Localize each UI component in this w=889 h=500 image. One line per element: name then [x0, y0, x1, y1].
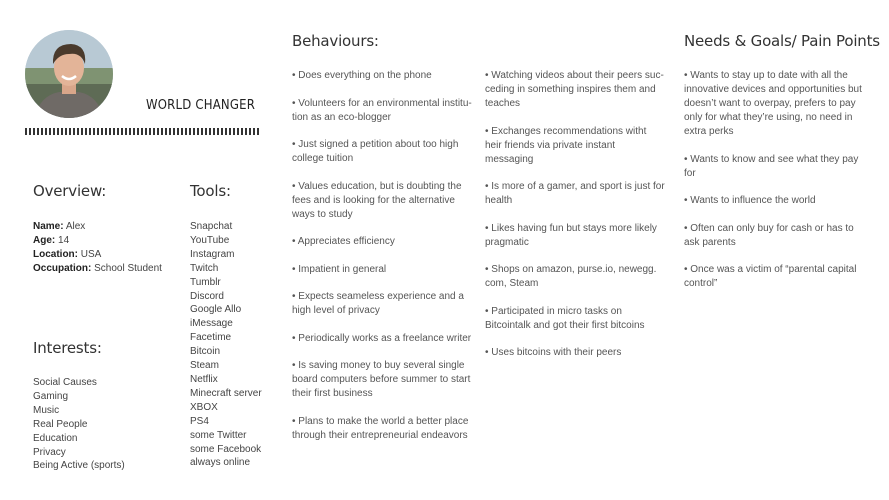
list-item: Education — [33, 432, 78, 444]
overview-fields — [33, 220, 162, 276]
list-item: • Periodically works as a freelance writer — [292, 332, 480, 346]
list-item: Privacy — [33, 446, 66, 458]
list-item: Netflix — [190, 373, 218, 385]
list-item: Steam — [190, 360, 219, 372]
list-item: Bitcoin — [190, 346, 221, 358]
list-item: • Appreciates efficiency — [292, 235, 480, 249]
behaviours-list-col1 — [292, 69, 480, 456]
interests-list — [33, 376, 125, 473]
list-item: Being Active (sports) — [33, 460, 125, 472]
avatar-portrait — [25, 30, 113, 118]
overview-location: Location: USA — [33, 249, 102, 260]
list-item: • Likes having fun but stays more likely pragmatic — [485, 222, 665, 250]
list-item: • Wants to know and see what they pay for — [684, 153, 872, 181]
overview-name: Name: Alex — [33, 221, 86, 232]
list-item: Twitch — [190, 262, 219, 274]
list-item: Instagram — [190, 248, 235, 260]
list-item: always online — [190, 457, 251, 469]
overview-age: Age: 14 — [33, 235, 70, 246]
list-item: Facetime — [190, 332, 232, 344]
list-item: • Plans to make the world a better place through their entrepreneurial endeavors — [292, 415, 480, 443]
list-item: Discord — [190, 290, 224, 302]
behaviours-list-col2 — [485, 69, 665, 374]
interests-heading: Interests: — [33, 339, 102, 357]
list-item: • Once was a victim of “parental capital control” — [684, 263, 872, 291]
list-item: • Expects seameless experience and a high level of privacy — [292, 290, 480, 318]
list-item: Minecraft server — [190, 387, 262, 399]
avatar — [25, 30, 113, 118]
list-item: • Shops on amazon, purse.io, newegg. com, Steam — [485, 263, 665, 291]
list-item: Google Allo — [190, 304, 242, 316]
list-item: • Values education, but is doubting the fees and is looking for the alternative ways to study — [292, 180, 480, 222]
list-item: Snapchat — [190, 221, 233, 232]
decorative-barcode-divider — [25, 128, 261, 135]
list-item: • Is more of a gamer, and sport is just for health — [485, 180, 665, 208]
needs-list — [684, 69, 872, 305]
tools-heading: Tools: — [190, 182, 231, 200]
list-item: • Is saving money to buy several single board computers before summer to start their first business — [292, 359, 480, 401]
list-item: • Often can only buy for cash or has to ask parents — [684, 222, 872, 250]
list-item: • Exchanges recommendations witht heir friends via private instant messaging — [485, 125, 665, 167]
list-item: Social Causes — [33, 377, 97, 388]
list-item: • Does everything on the phone — [292, 69, 480, 83]
list-item: • Impatient in general — [292, 263, 480, 277]
list-item: Tumblr — [190, 276, 221, 288]
list-item: XBOX — [190, 401, 218, 413]
tools-list — [190, 220, 262, 470]
overview-occupation: Occupation: School Student — [33, 263, 162, 274]
list-item: Gaming — [33, 390, 69, 402]
list-item: • Volunteers for an environmental institu- tion as an eco-blogger — [292, 97, 480, 125]
list-item: • Participated in micro tasks on Bitcointalk and got their first bitcoins — [485, 305, 665, 333]
list-item: Real People — [33, 418, 88, 430]
list-item: PS4 — [190, 415, 209, 427]
overview-heading: Overview: — [33, 182, 107, 200]
list-item: • Just signed a petition about too high college tuition — [292, 138, 480, 166]
list-item: • Wants to stay up to date with all the innovative devices and opportunities but doesn’t want to overpay, prefers to pay only for what they’re using, no need in extra perks — [684, 69, 872, 139]
list-item: • Watching videos about their peers suc- ceding in something inspires them and teaches — [485, 69, 665, 111]
list-item: YouTube — [190, 234, 230, 246]
needs-heading: Needs & Goals/ Pain Points — [684, 32, 880, 50]
list-item: iMessage — [190, 318, 233, 330]
list-item: some Facebook — [190, 443, 262, 455]
list-item: • Uses bitcoins with their peers — [485, 346, 665, 360]
list-item: • Wants to influence the world — [684, 194, 872, 208]
list-item: Music — [33, 404, 60, 416]
persona-name: WORLD CHANGER — [146, 98, 256, 113]
list-item: some Twitter — [190, 429, 247, 441]
behaviours-heading: Behaviours: — [292, 32, 379, 50]
